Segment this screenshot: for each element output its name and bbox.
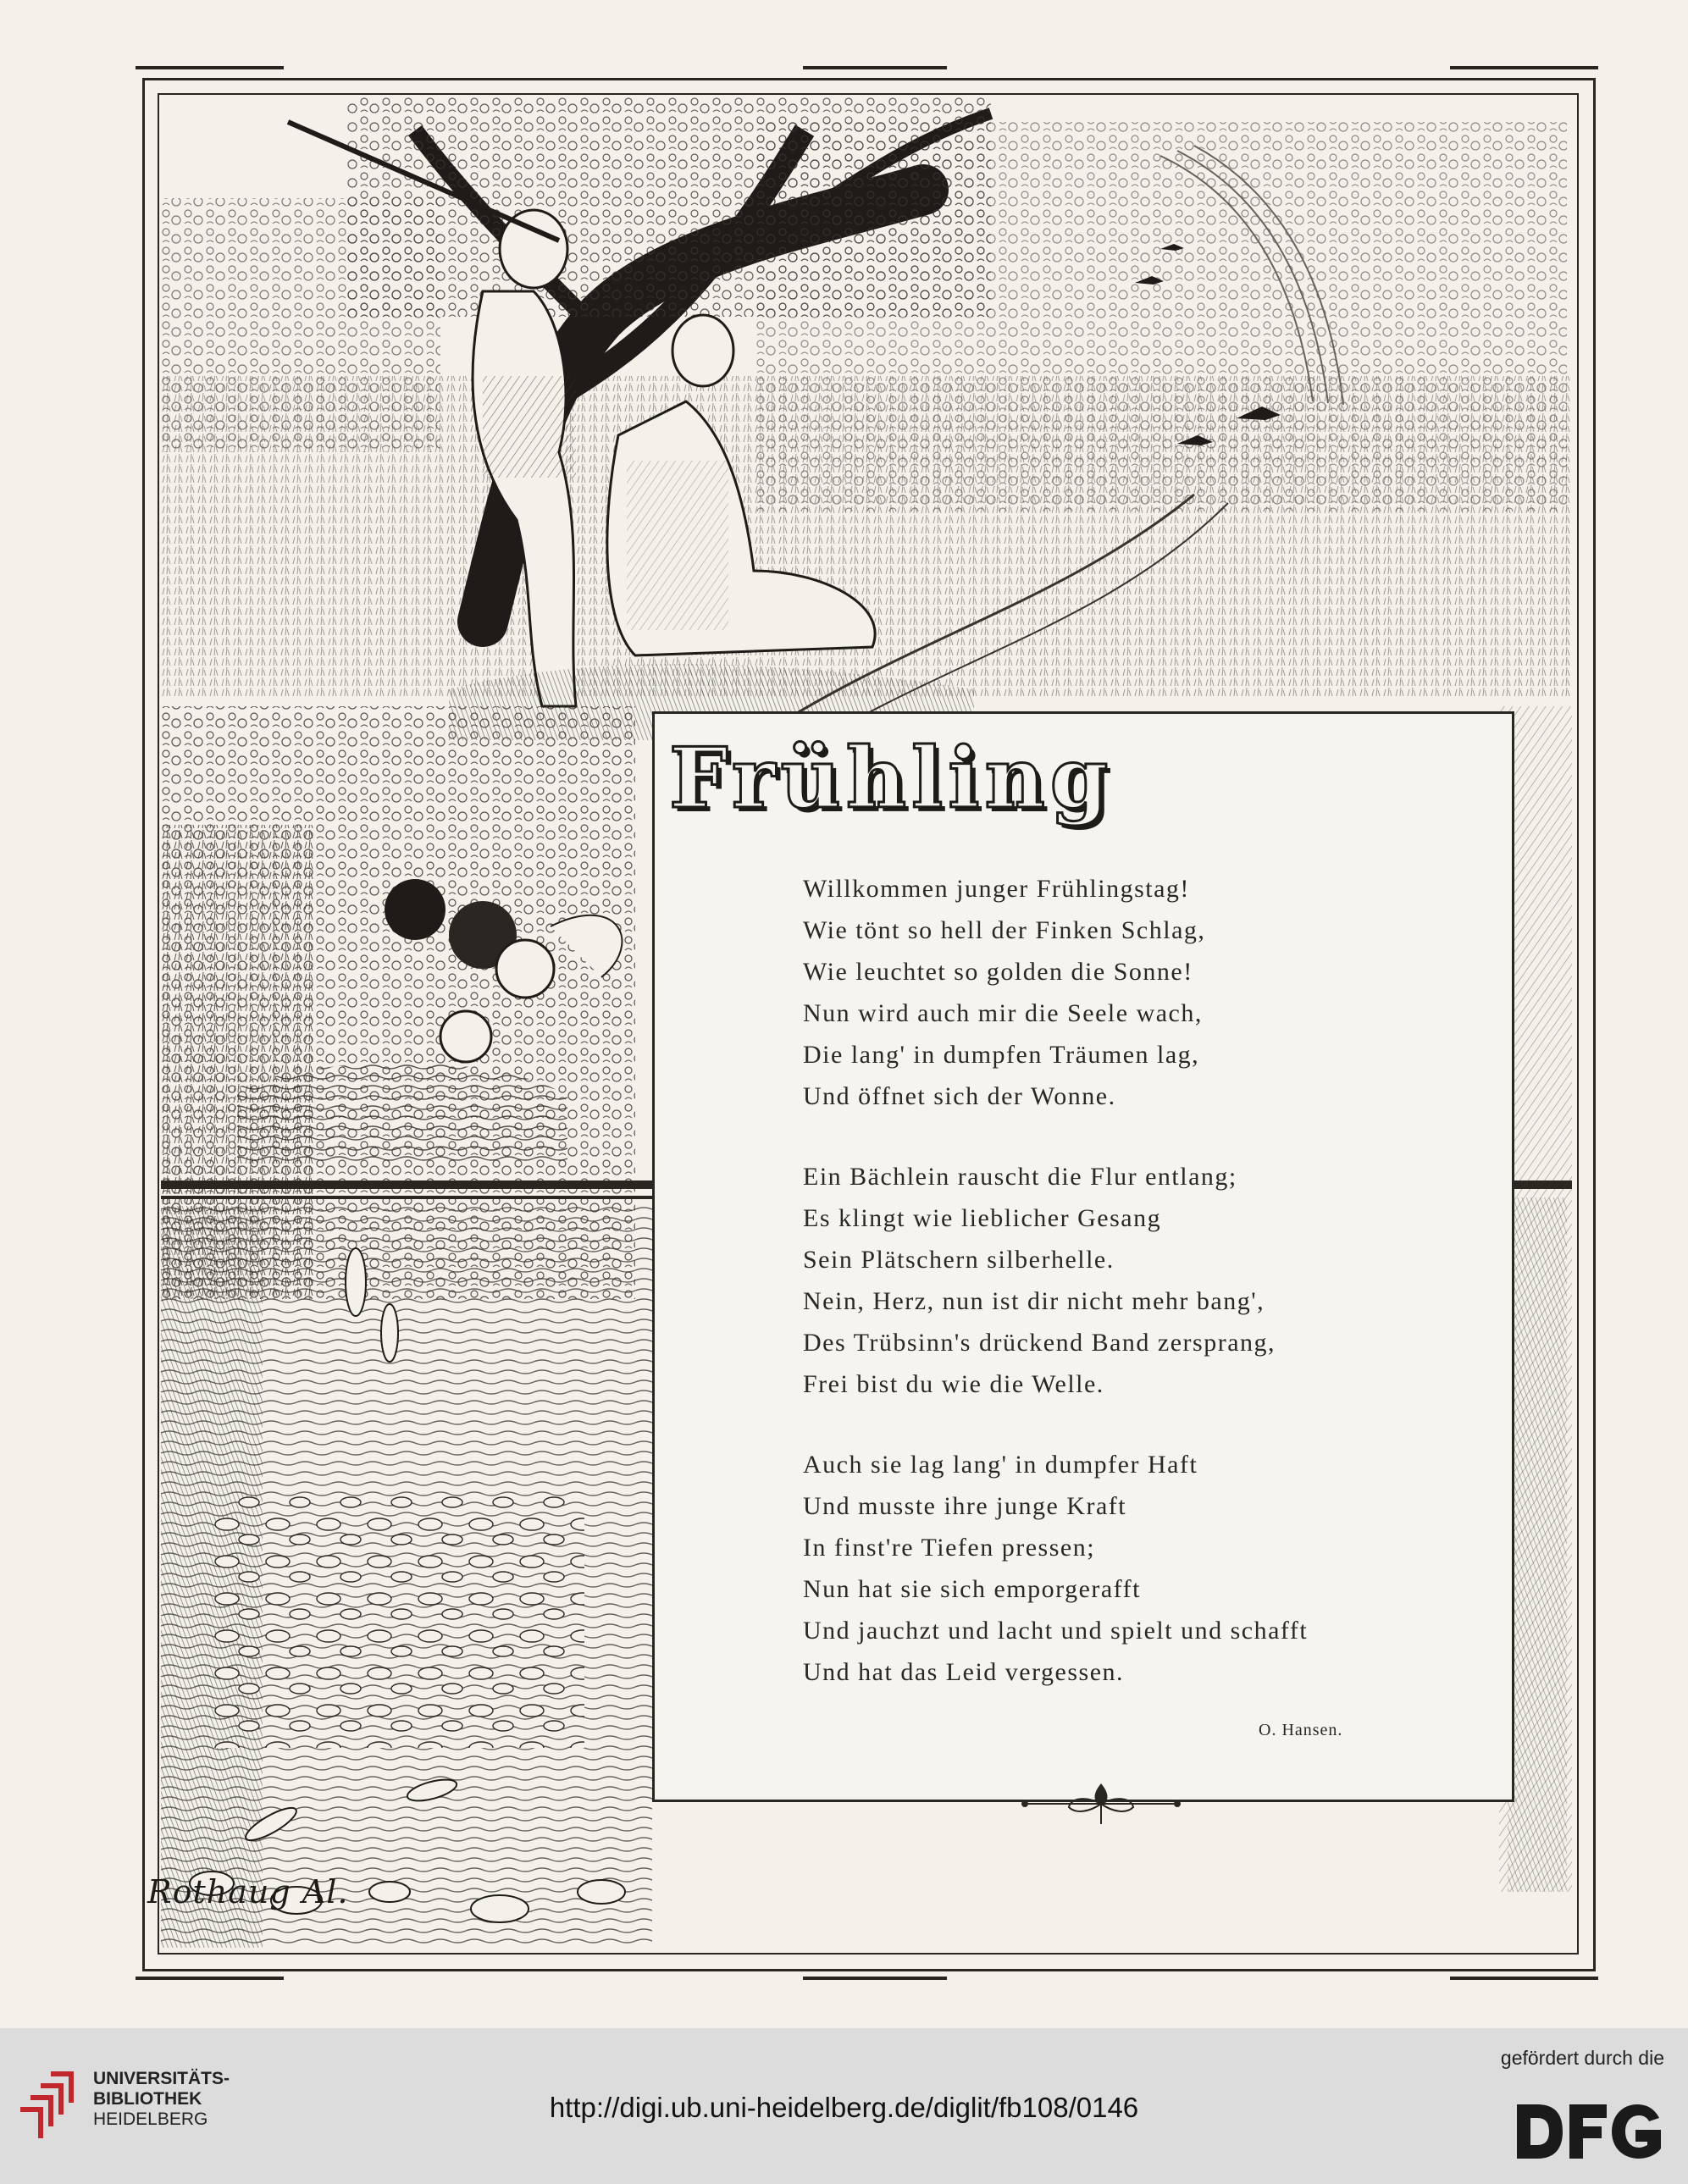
poem-line: Auch sie lag lang' in dumpfer Haft [803, 1451, 1198, 1479]
funding-label: gefördert durch die [1500, 2047, 1664, 2069]
poem-title: Frühling [669, 730, 1114, 827]
dfg-logo-icon[interactable] [1514, 2099, 1664, 2164]
institution-line: HEIDELBERG [93, 2109, 208, 2129]
poem-line: Nun hat sie sich emporgerafft [803, 1575, 1141, 1603]
poem-line: In finst're Tiefen pressen; [803, 1534, 1096, 1562]
frame-tick [136, 1977, 284, 1980]
poem-line: Ein Bächlein rauscht die Flur entlang; [803, 1163, 1237, 1191]
fleuron-ornament-icon [1016, 1777, 1186, 1831]
poem-line: Und musste ihre junge Kraft [803, 1492, 1127, 1520]
poem-line: Und öffnet sich der Wonne. [803, 1082, 1116, 1110]
poem-line: Frei bist du wie die Welle. [803, 1370, 1104, 1398]
poem-line: Nein, Herz, nun ist dir nicht mehr bang', [803, 1287, 1265, 1315]
poem-line: Willkommen junger Frühlingstag! [803, 875, 1190, 903]
frame-tick [803, 66, 947, 69]
poem-line: Nun wird auch mir die Seele wach, [803, 999, 1203, 1027]
poem-line: Wie leuchtet so golden die Sonne! [803, 958, 1193, 986]
poem-line: Und jauchzt und lacht und spielt und schafft [803, 1617, 1309, 1645]
artist-signature: Rothaug Al. [147, 1873, 349, 1910]
poem-line: Die lang' in dumpfen Träumen lag, [803, 1041, 1200, 1069]
permalink-url[interactable]: http://digi.ub.uni-heidelberg.de/diglit/fb108/0146 [549, 2092, 1139, 2123]
poem-body [803, 868, 1447, 1732]
poem-stanza [803, 868, 1447, 1117]
footer-bar [0, 2028, 1688, 2184]
poem-line: Und hat das Leid vergessen. [803, 1658, 1125, 1686]
poem-stanza [803, 1444, 1447, 1693]
poem-stanza [803, 1156, 1447, 1405]
poem-line: Sein Plätschern silberhelle. [803, 1246, 1115, 1274]
frame-tick [1450, 66, 1598, 69]
poem-line: Wie tönt so hell der Finken Schlag, [803, 916, 1206, 944]
poem-line: Es klingt wie lieblicher Gesang [803, 1204, 1162, 1232]
institution-line: BIBLIOTHEK [93, 2089, 202, 2109]
poem-line: Des Trübsinn's drückend Band zersprang, [803, 1329, 1276, 1357]
poem-author: O. Hansen. [1259, 1721, 1343, 1739]
frame-tick [1450, 1977, 1598, 1980]
frame-tick [136, 66, 284, 69]
frame-tick [803, 1977, 947, 1980]
institution-line: UNIVERSITÄTS- [93, 2069, 230, 2088]
